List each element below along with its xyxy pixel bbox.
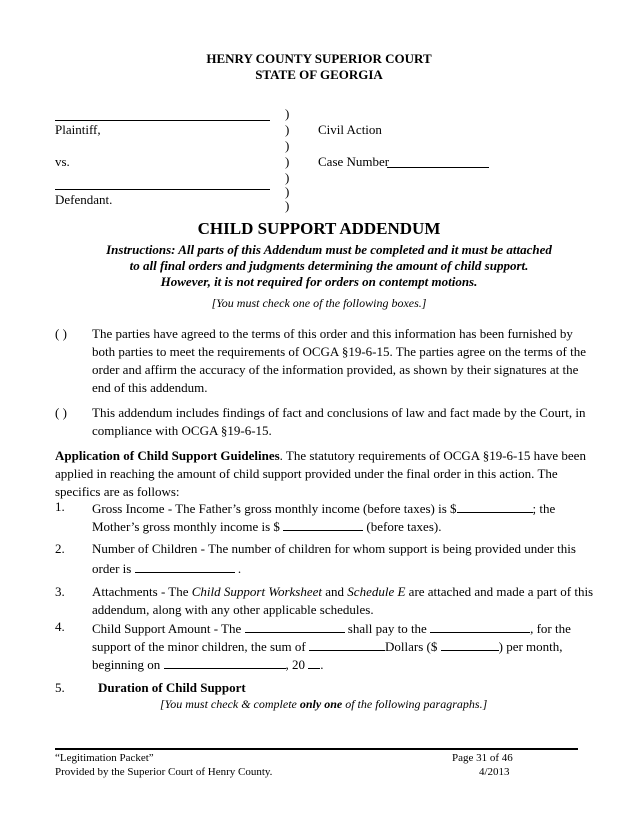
agreement-checkbox[interactable]: ( ) [55, 326, 67, 341]
schedule-ref: Schedule E [347, 584, 406, 599]
item-3-line-2: addendum, along with any other applicable schedules. [92, 602, 374, 617]
item-4-text: . [320, 657, 324, 672]
defendant-name-line [55, 189, 270, 190]
agreement-line-4: end of this addendum. [92, 380, 208, 395]
agreement-line-2: both parties to meet the requirements of OCGA §19-6-15. The parties agree on the terms of the [92, 344, 586, 359]
mother-income-label: Mother’s gross monthly income is $ [92, 519, 280, 534]
footer-provider: Provided by the Superior Court of Henry County. [55, 766, 273, 778]
item-3-line-1 [92, 584, 593, 600]
plaintiff-name-line [55, 120, 270, 121]
instructions-line-1: Instructions: All parts of this Addendum must be completed and it must be attached [106, 242, 552, 257]
item-4-text: shall pay to the [347, 621, 427, 636]
item-1-line-2 [92, 517, 441, 535]
item-3-text: Attachments - The [92, 584, 192, 599]
caption-paren: ) [285, 198, 290, 213]
item-3-number: 3. [55, 584, 65, 599]
father-income-field[interactable] [457, 499, 533, 513]
children-count-field[interactable] [135, 559, 235, 573]
court-name: HENRY COUNTY SUPERIOR COURT [206, 51, 432, 66]
item-1-number: 1. [55, 499, 65, 514]
item-2-line-2 [92, 559, 241, 577]
amount-words-field[interactable] [309, 637, 385, 651]
item-2-number: 2. [55, 541, 65, 556]
court-state: STATE OF GEORGIA [255, 67, 383, 82]
vs-label: vs. [55, 154, 70, 169]
mother-income-field[interactable] [283, 517, 363, 531]
worksheet-ref: Child Support Worksheet [191, 584, 323, 599]
item-1-line-1 [92, 499, 555, 517]
caption-paren: ) [285, 122, 290, 137]
footer-date: 4/2013 [479, 766, 510, 778]
findings-checkbox[interactable]: ( ) [55, 405, 67, 420]
item-3-text: are attached and made a part of this [405, 584, 594, 599]
item-4-text: Child Support Amount - The [92, 621, 242, 636]
findings-line-1: This addendum includes findings of fact and conclusions of law and fact made by the Court, in [92, 405, 586, 420]
item-4-text: beginning on [92, 657, 161, 672]
item-4-text: Dollars ($ [385, 639, 438, 654]
instructions-line-3: However, it is not required for orders on contempt motions. [160, 274, 478, 289]
year-field[interactable] [308, 655, 320, 669]
document-title: CHILD SUPPORT ADDENDUM [197, 219, 441, 238]
plaintiff-label: Plaintiff, [55, 122, 101, 137]
findings-line-2: compliance with OCGA §19-6-15. [92, 423, 272, 438]
item-4-line-3 [92, 655, 324, 673]
duration-note-text: of the following paragraphs.] [342, 697, 488, 711]
caption-paren: ) [285, 184, 290, 199]
civil-action-label: Civil Action [318, 122, 382, 137]
application-heading: Application of Child Support Guidelines [55, 448, 280, 463]
duration-note-emphasis: only one [299, 697, 343, 711]
footer-packet-name: “Legitimation Packet” [55, 752, 154, 764]
duration-heading: Duration of Child Support [98, 680, 246, 695]
footer-rule [55, 748, 578, 750]
defendant-label: Defendant. [55, 192, 113, 207]
caption-paren: ) [285, 170, 290, 185]
duration-note [160, 697, 487, 712]
start-date-field[interactable] [164, 655, 286, 669]
application-line-3: specifics are as follows: [55, 484, 180, 499]
amount-number-field[interactable] [441, 637, 499, 651]
item-2-text: . [237, 561, 242, 576]
caption-paren: ) [285, 138, 290, 153]
item-1-text: (before taxes). [366, 519, 442, 534]
item-4-text: ) per month, [498, 639, 563, 654]
check-note: [You must check one of the following boxes.] [211, 296, 427, 310]
item-5-number: 5. [55, 680, 65, 695]
application-line-2: applied in reaching the amount of child support provided under the final order in this action. The [55, 466, 558, 481]
item-3-text: and [322, 584, 348, 599]
item-1-text: ; the [532, 501, 556, 516]
item-4-text: , for the [530, 621, 571, 636]
payor-field[interactable] [245, 619, 345, 633]
item-4-number: 4. [55, 619, 65, 634]
item-4-text: , 20 [285, 657, 305, 672]
footer-page-number: Page 31 of 46 [452, 752, 513, 764]
father-income-label: Gross Income - The Father’s gross monthly income (before taxes) is $ [92, 501, 457, 516]
item-4-line-2 [92, 637, 563, 655]
caption-paren: ) [285, 106, 290, 121]
instructions-line-2: to all final orders and judgments determining the amount of child support. [129, 258, 529, 273]
caption-paren: ) [285, 154, 290, 169]
application-text: . The statutory requirements of OCGA §19-6-15 have been [279, 448, 586, 463]
agreement-line-3: order and affirm the accuracy of the information provided, as shown by their signatures at the [92, 362, 579, 377]
case-number-label: Case Number [318, 154, 390, 169]
children-label: order is [92, 561, 132, 576]
duration-note-text: [You must check & complete [160, 697, 300, 711]
application-line-1 [55, 448, 586, 464]
case-number-field[interactable] [387, 167, 489, 168]
item-4-line-1 [92, 619, 571, 637]
agreement-line-1: The parties have agreed to the terms of this order and this information has been furnished by [92, 326, 573, 341]
item-2-line-1: Number of Children - The number of children for whom support is being provided under this [92, 541, 576, 556]
payee-field[interactable] [430, 619, 530, 633]
item-4-text: support of the minor children, the sum of [92, 639, 306, 654]
